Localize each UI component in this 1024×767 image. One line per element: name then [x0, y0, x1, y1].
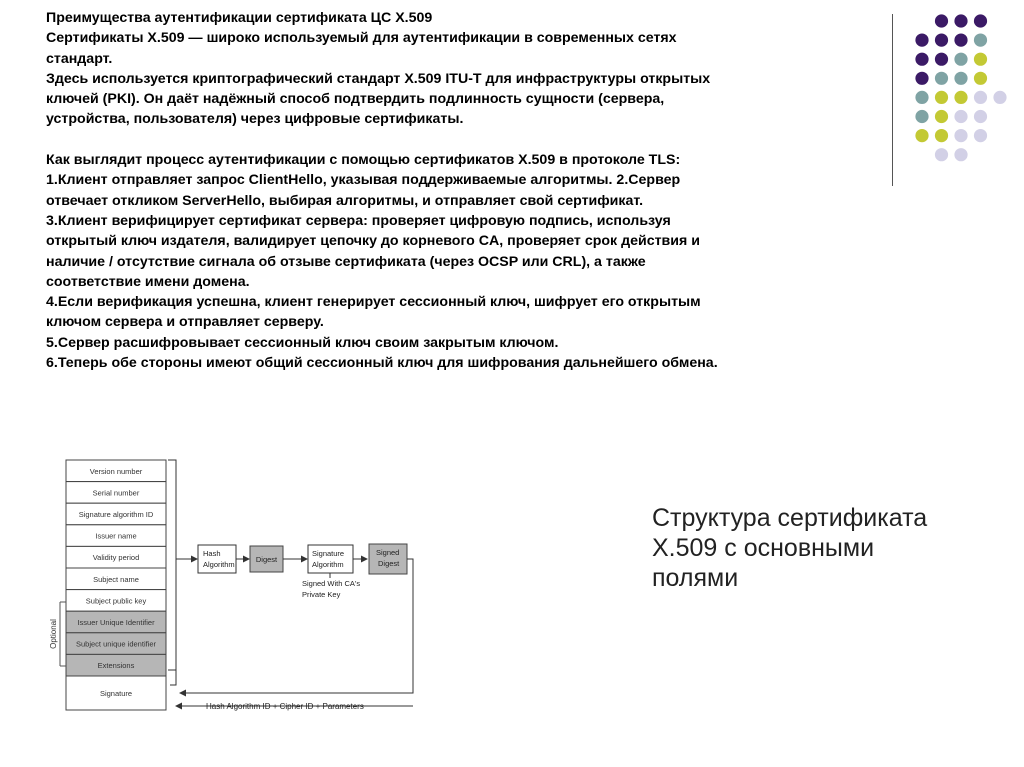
optional-bracket [49, 602, 66, 666]
certificate-field-label: Subject name [93, 574, 139, 584]
text-line: Как выглядит процесс аутентификации с помощью сертификатов X.509 в протоколе TLS: [46, 152, 681, 169]
caption-line: Структура сертификата [652, 504, 928, 532]
decorative-dot [915, 110, 928, 123]
decorative-dot [915, 72, 928, 85]
decorative-dot [935, 14, 948, 27]
signature-algo-line: Signature [312, 549, 345, 558]
decorative-divider [892, 14, 893, 186]
certificate-field-label: Signature algorithm ID [78, 510, 154, 519]
ca-key-note-line: Private Key [302, 590, 341, 599]
text-line: Сертификаты X.509 — широко используемый для аутентификации в современных сетях [46, 30, 677, 47]
caption-line: X.509 с основными [652, 534, 875, 562]
decorative-dot [954, 53, 967, 66]
decorative-dot [954, 34, 967, 47]
fields-bracket [168, 460, 176, 685]
text-line: стандарт. [46, 50, 113, 67]
certificate-field-label: Issuer name [95, 531, 137, 541]
signed-digest-line: Signed [376, 548, 400, 557]
text-line: ключом сервера и отправляет серверу. [46, 314, 324, 331]
decorative-dot [915, 34, 928, 47]
hash-box-line: Algorithm [203, 560, 235, 569]
digest-label: Digest [255, 555, 278, 564]
slide-body-text [46, 8, 886, 373]
decorative-dot [915, 91, 928, 104]
certificate-field-label: Serial number [92, 488, 140, 498]
decorative-dot [954, 14, 967, 27]
text-line: отвечает откликом ServerHello, выбирая алгоритмы, и отправляет свой сертификат. [46, 192, 644, 209]
decorative-dot [974, 91, 987, 104]
text-line: Преимущества аутентификации сертификата ЦС X.509 [46, 10, 433, 26]
text-line: ключей (PKI). Он даёт надёжный способ подтвердить подлинность сущности (сервера, [46, 91, 665, 108]
decorative-dot [935, 148, 948, 161]
signature-algorithm-box [308, 545, 353, 573]
signed-digest-box [369, 544, 407, 574]
text-line: 6.Теперь обе стороны имеют общий сессионный ключ для шифрования дальнейшего обмена. [46, 355, 718, 372]
decorative-dot [915, 129, 928, 142]
digest-box [250, 546, 283, 572]
decorative-dot [974, 53, 987, 66]
ca-key-note-line: Signed With CA's [302, 579, 361, 588]
certificate-structure-diagram [0, 450, 620, 750]
decorative-dot [935, 72, 948, 85]
signed-digest-line: Digest [378, 559, 400, 568]
decorative-dot [935, 34, 948, 47]
certificate-field-label: Subject public key [85, 596, 147, 606]
decorative-dot [915, 53, 928, 66]
hash-algorithm-box [198, 545, 236, 573]
decorative-dot [935, 91, 948, 104]
decorative-dot [974, 14, 987, 27]
text-line: открытый ключ издателя, валидирует цепочку до корневого CA, проверяет срок действия и [46, 233, 700, 250]
certificate-field-label: Subject unique identifier [75, 639, 157, 649]
text-line: 5.Сервер расшифровывает сессионный ключ своим закрытым ключом. [46, 334, 559, 351]
signature-algo-line: Algorithm [312, 560, 344, 569]
decorative-dot [993, 91, 1006, 104]
decorative-dot [935, 129, 948, 142]
text-line: 1.Клиент отправляет запрос ClientHello, указывая поддерживаемые алгоритмы. 2.Сервер [46, 172, 681, 189]
decorative-dot [974, 129, 987, 142]
decorative-dot [954, 72, 967, 85]
decorative-dot [974, 110, 987, 123]
text-line: наличие / отсутствие сигнала об отзыве сертификата (через OCSP или CRL), а также [46, 253, 646, 270]
decorative-dot [954, 110, 967, 123]
text-line: соответствие имени домена. [46, 273, 250, 290]
decorative-dot [954, 148, 967, 161]
diagram-caption [652, 503, 992, 593]
certificate-field-label: Validity period [92, 553, 140, 563]
hash-box-line: Hash [203, 549, 221, 558]
decorative-dot [974, 34, 987, 47]
certificate-field-label: Issuer Unique Identifier [77, 618, 155, 627]
text-line: 4.Если верификация успешна, клиент генерирует сессионный ключ, шифрует его открытым [46, 294, 701, 311]
text-line: Здесь используется криптографический стандарт X.509 ITU-T для инфраструктуры открытых [46, 70, 711, 87]
text-line: 3.Клиент верифицирует сертификат сервера: проверяет цифровую подпись, используя [46, 212, 671, 229]
certificate-field-label: Extensions [97, 661, 135, 671]
text-line: устройства, пользователя) через цифровые сертификаты. [46, 111, 464, 128]
decorative-dot [935, 53, 948, 66]
decorative-dot [935, 110, 948, 123]
decorative-dot [974, 72, 987, 85]
certificate-field-label: Version number [89, 466, 143, 476]
signature-return-arrow [180, 559, 413, 693]
certificate-field-label: Signature [99, 689, 133, 698]
optional-label: Optional [49, 619, 58, 649]
hash-cipher-label: Hash Algorithm ID + Cipher ID + Parameters [206, 702, 364, 711]
decorative-dot [954, 91, 967, 104]
caption-line: полями [652, 564, 739, 592]
decorative-dot [954, 129, 967, 142]
